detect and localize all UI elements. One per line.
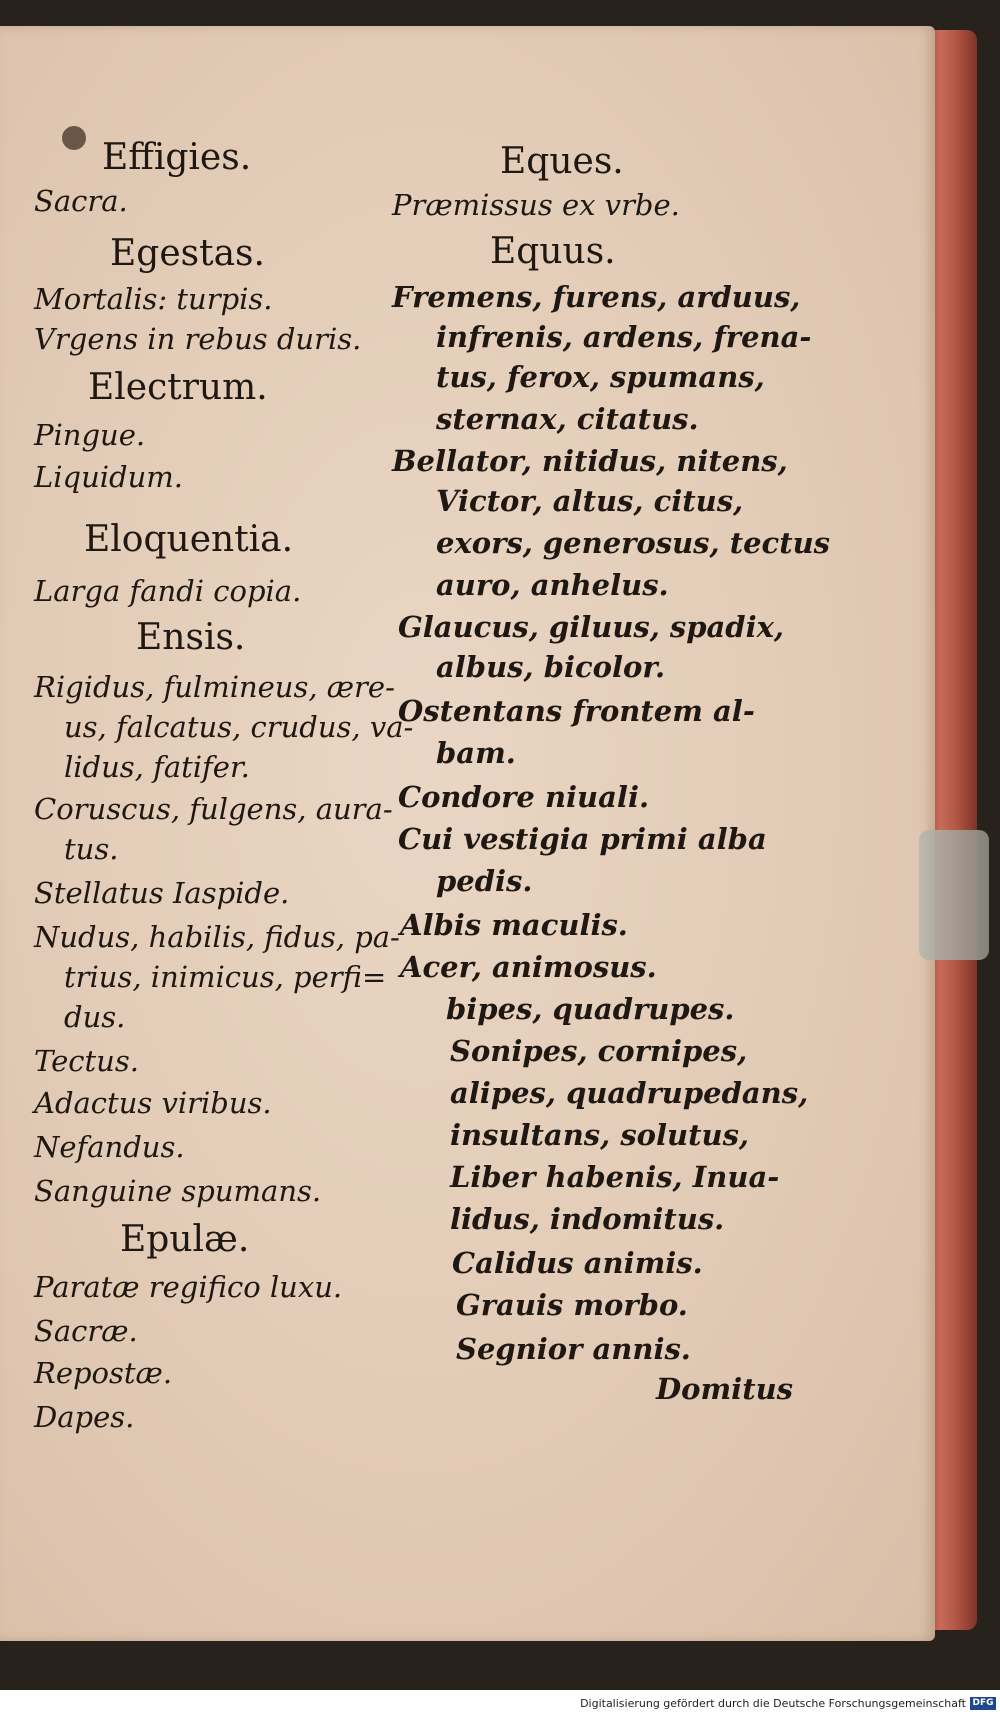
entry-line: bipes, quadrupes. [446,992,735,1026]
entry-line: trius, inimicus, perfi= [64,960,387,994]
entry-line: Grauis morbo. [456,1288,688,1322]
book-page [0,26,935,1641]
entry-line: auro, anhelus. [436,568,669,602]
entry-line: infrenis, ardens, frena- [436,320,812,354]
entry-line: Victor, altus, citus, [436,484,744,518]
entry-line: exors, generosus, tectus [436,526,831,560]
entry-line: Cui vestigia primi alba [398,822,767,856]
entry-line: Tectus. [34,1044,139,1078]
entry-line: Condore niuali. [398,780,650,814]
ink-spot [62,126,86,150]
entry-line: pedis. [436,864,533,898]
heading-eques: Eques. [500,141,624,182]
heading-equus: Equus. [490,231,616,272]
entry-line: Coruscus, fulgens, aura- [34,792,393,826]
entry-line: Sonipes, cornipes, [450,1034,748,1068]
entry-line: Glaucus, giluus, spadix, [398,610,784,644]
entry-line: us, falcatus, crudus, va- [64,710,414,744]
entry-line: Stellatus Iaspide. [34,876,290,910]
entry-line: tus, ferox, spumans, [436,360,765,394]
entry-line: Segnior annis. [456,1332,691,1366]
entry-line: Nudus, habilis, fidus, pa- [34,920,400,954]
entry-line: dus. [64,1000,126,1034]
entry-line: Ostentans frontem al- [398,694,755,728]
entry-line: lidus, fatifer. [64,750,250,784]
heading-eloquentia: Eloquentia. [84,519,294,560]
heading-ensis: Ensis. [136,617,246,658]
entry-line: insultans, solutus, [450,1118,749,1152]
entry-line: tus. [64,832,119,866]
entry-line: Sacra. [34,184,128,218]
entry-line: Paratæ regifico luxu. [34,1270,343,1304]
entry-line: Præmissus ex vrbe. [392,188,680,222]
catchword: Domitus [656,1372,793,1406]
entry-line: Sanguine spumans. [34,1174,322,1208]
entry-line: albus, bicolor. [436,650,666,684]
entry-line: Liquidum. [34,460,184,494]
entry-line: lidus, indomitus. [450,1202,725,1236]
entry-line: Nefandus. [34,1130,185,1164]
page-clip [919,830,989,960]
entry-line: Liber habenis, Inua- [450,1160,780,1194]
entry-line: Albis maculis. [400,908,628,942]
entry-line: Repostæ. [34,1356,173,1390]
heading-electrum: Electrum. [88,367,268,408]
entry-line: Sacræ. [34,1314,138,1348]
entry-line: bam. [436,736,516,770]
entry-line: sternax, citatus. [436,402,699,436]
entry-line: Fremens, furens, arduus, [392,280,801,314]
entry-line: Pingue. [34,418,146,452]
entry-line: Dapes. [34,1400,135,1434]
entry-line: Calidus animis. [452,1246,703,1280]
entry-line: Acer, animosus. [400,950,657,984]
entry-line: alipes, quadrupedans, [450,1076,809,1110]
heading-effigies: Effigies. [102,137,252,178]
entry-line: Adactus viribus. [34,1086,272,1120]
entry-line: Larga fandi copia. [34,574,302,608]
heading-epulae: Epulæ. [120,1219,250,1260]
entry-line: Mortalis: turpis. [34,282,273,316]
entry-line: Bellator, nitidus, nitens, [392,444,788,478]
entry-line: Rigidus, fulmineus, ære- [34,670,395,704]
dfg-credit-text: Digitalisierung gefördert durch die Deutsche Forschungsgemeinschaft [580,1697,966,1710]
dfg-logo: DFG [970,1697,996,1710]
heading-egestas: Egestas. [110,233,265,274]
entry-line: Vrgens in rebus duris. [34,322,362,356]
